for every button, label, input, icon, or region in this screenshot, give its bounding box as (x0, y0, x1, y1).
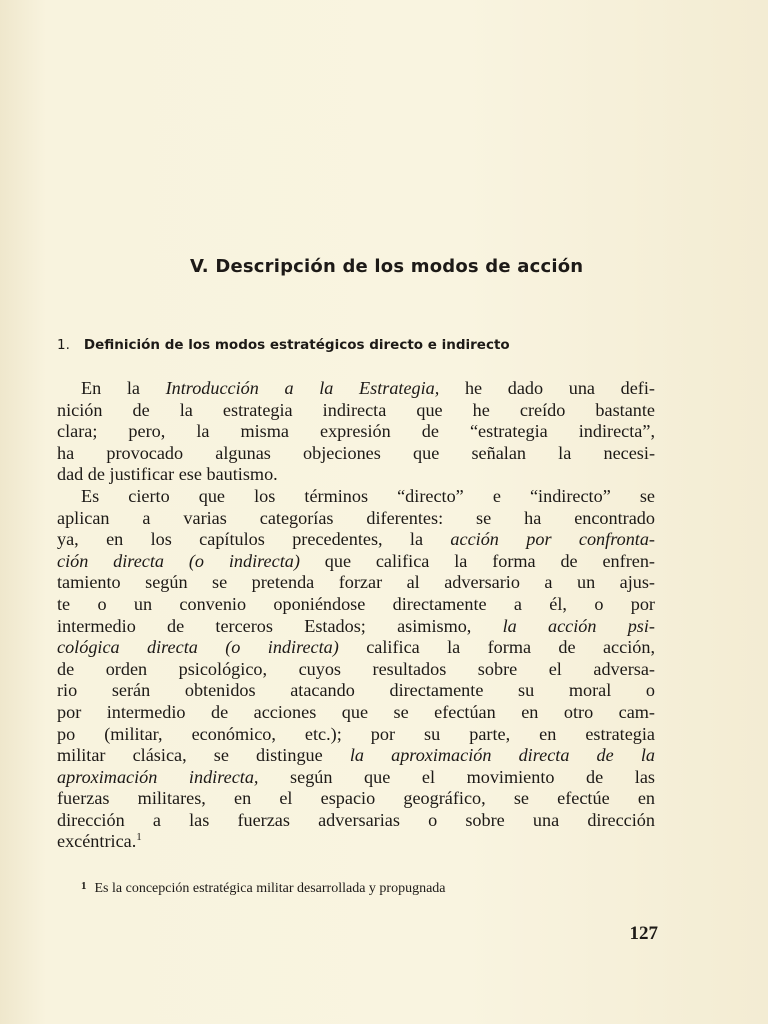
text-run: según que el movimiento de las (258, 766, 655, 787)
footnote-text: Es la concepción estratégica militar desarrollada y propugnada (94, 881, 446, 896)
text-run: excéntrica. (57, 831, 137, 852)
text-run: ya, en los capítulos precedentes, la (57, 529, 451, 550)
text-run: califica la forma de acción, (338, 637, 655, 658)
text-line: po (militar, económico, etc.); por su parte, en estrategia (57, 723, 655, 744)
text-line: dirección a las fuerzas adversarias o sobre una dirección (57, 809, 655, 830)
text-line (57, 767, 655, 789)
text-line: ha provocado algunas objeciones que señalan la necesi- (57, 442, 655, 463)
text-line: nición de la estrategia indirecta que he creído bastante (57, 399, 655, 420)
text-line (57, 529, 655, 551)
text-run: En la (81, 378, 166, 398)
italic-term: cológica directa (o indirecta) (57, 637, 339, 658)
text-line (57, 745, 655, 767)
italic-term: la aproximación directa de la (349, 745, 655, 766)
text-line: fuerzas militares, en el espacio geográfico, se efectúe en (57, 788, 655, 809)
text-line: clara; pero, la misma expresión de “estrategia indirecta”, (57, 421, 655, 442)
footnote-reference[interactable]: 1 (136, 831, 142, 844)
body-text (57, 378, 655, 853)
italic-term: la acción psi- (502, 615, 655, 636)
text-line: tamiento según se pretenda forzar al adversario a un ajus- (57, 572, 655, 593)
text-run: intermedio de terceros Estados; asimismo, (57, 615, 503, 636)
text-line: aplican a varias categorías diferentes: se ha encontrado (57, 507, 655, 528)
section-heading (57, 337, 657, 353)
text-line: de orden psicológico, cuyos resultados sobre el adversa- (57, 658, 655, 679)
italic-term: ción directa (o indirecta) (57, 550, 300, 571)
text-run: militar clásica, se distingue (57, 745, 350, 766)
text-line: Es cierto que los términos “directo” e “indirecto” se (81, 485, 655, 506)
section-number: 1. (57, 337, 70, 353)
italic-term: acción por confronta- (450, 529, 655, 550)
chapter-title: V. Descripción de los modos de acción (190, 256, 584, 277)
page-number: 127 (629, 923, 658, 944)
text-run: que califica la forma de enfren- (299, 550, 655, 571)
italic-term: aproximación indirecta, (57, 766, 259, 787)
book-title-italic: Introducción a la Estrategia, (165, 378, 440, 398)
text-line: rio serán obtenidos atacando directamente su moral o (57, 680, 655, 701)
text-line (57, 551, 655, 573)
text-line: te o un convenio oponiéndose directamente a él, o por (57, 593, 655, 614)
paragraph-1 (57, 378, 655, 486)
text-line (57, 616, 655, 638)
text-line: por intermedio de acciones que se efectúan en otro cam- (57, 701, 655, 722)
text-line (57, 637, 655, 659)
text-run: he dado una defi- (439, 378, 655, 398)
section-title: Definición de los modos estratégicos directo e indirecto (83, 337, 510, 353)
footnote-mark: 1 (81, 880, 87, 892)
paragraph-2 (57, 486, 655, 853)
footnote (57, 880, 655, 897)
text-line (57, 378, 655, 400)
text-line (57, 831, 655, 853)
text-line: dad de justificar ese bautismo. (57, 464, 278, 485)
